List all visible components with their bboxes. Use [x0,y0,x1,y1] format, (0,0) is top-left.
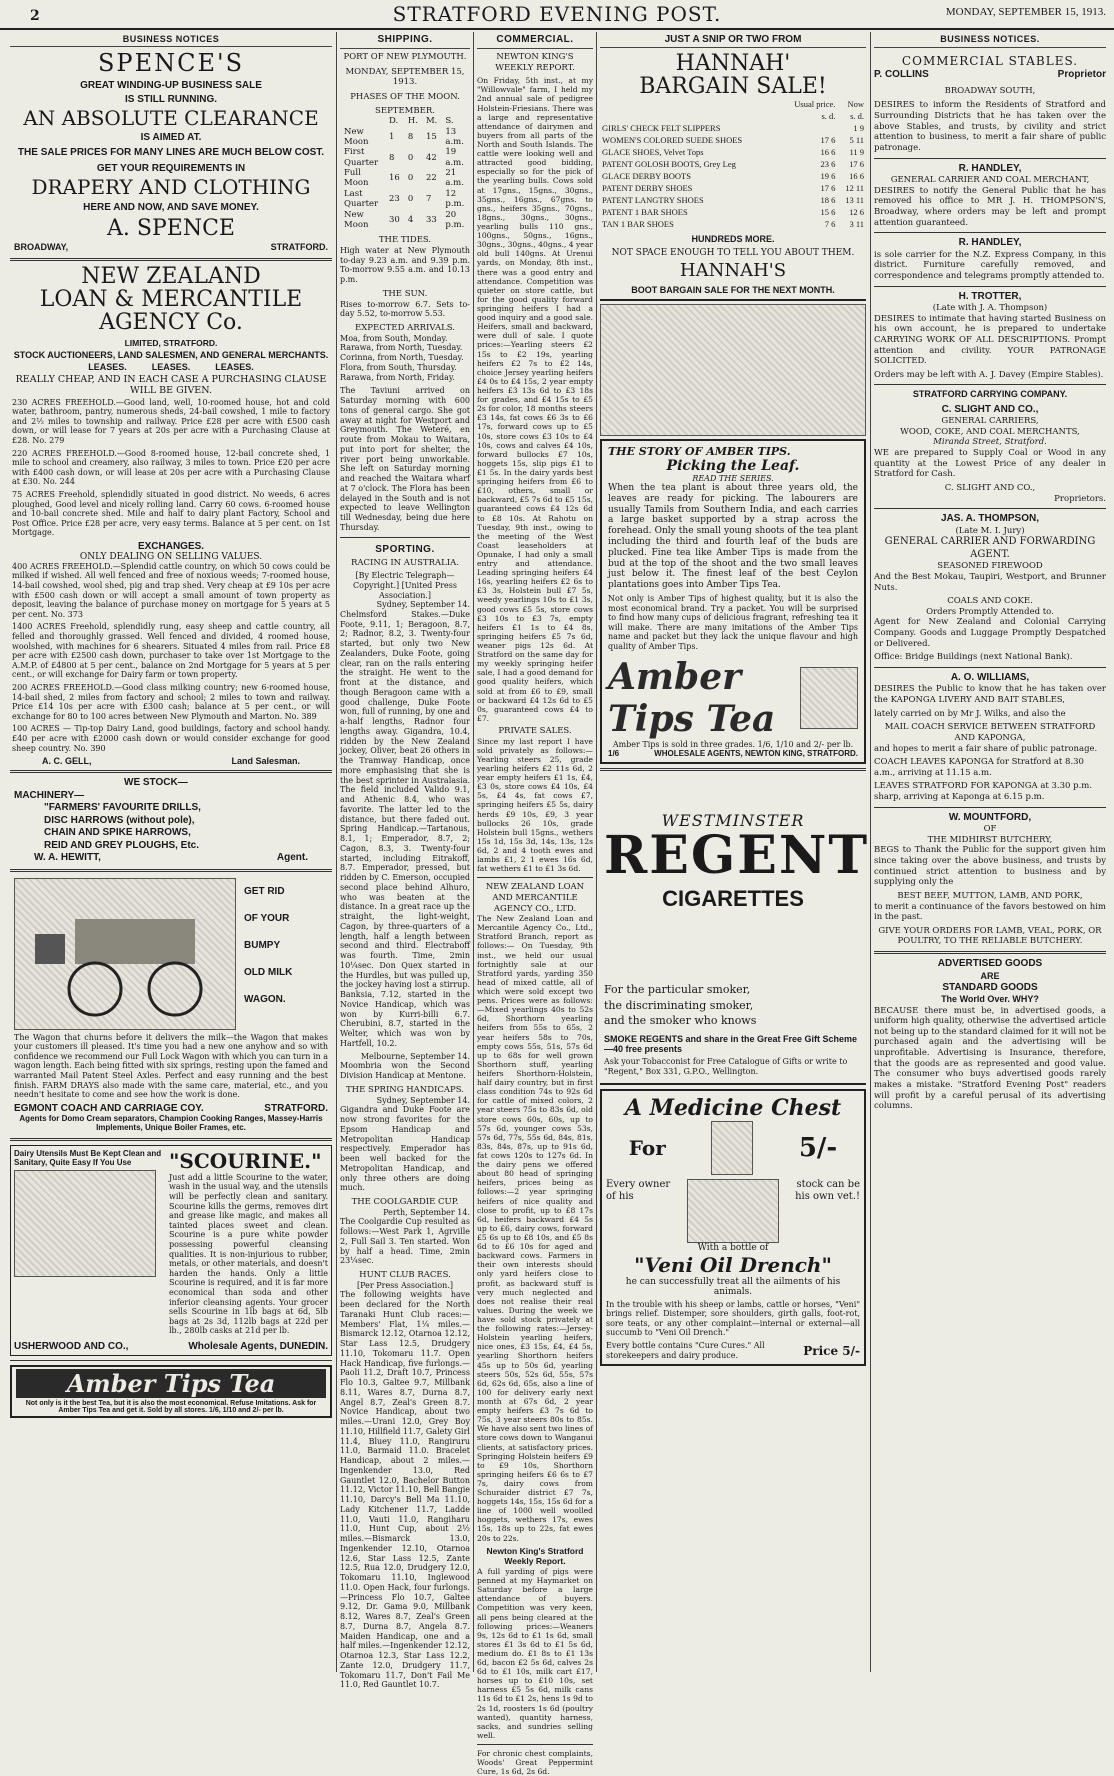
milk-wagon-illustration [14,878,236,1030]
thompson-agent: Agent for New Zealand and Colonial Carrying Company. Goods and Luggage Promptly Despatched or Delivered. [874,617,1106,649]
trotter-sub: (Late with J. A. Thompson) [932,303,1048,313]
amber-tips-note: Not only is it the best Tea, but it is also the most economical. Refuse Imitations. Ask for Amber Tips Tea and get it. Sold by all stores. 1/6, 1/10 and 2/- per lb. [25,1399,317,1414]
hannah-space: NOT SPACE ENOUGH TO TELL YOU ABOUT THEM. [611,248,855,259]
spence-line: GET YOUR REQUIREMENTS IN [96,163,246,175]
spence-town: STRATFORD. [270,242,328,253]
usual-price: 18 6 [820,195,836,206]
moon-cell: 0 [407,194,414,204]
egmont-advert [10,876,332,1134]
port-name: PORT OF NEW PLYMOUTH. [343,52,467,63]
amber-tips-logo: Amber Tips Tea [16,1369,326,1398]
section-header: BUSINESS NOTICES. [874,32,1106,48]
regent-tag: For the particular smoker, [604,983,751,997]
arrivals-header: EXPECTED ARRIVALS. [355,323,455,334]
item: PATENT DERBY SHOES [602,183,693,194]
nzl-cheap: REALLY CHEAP, AND IN EACH CASE A PURCHASING CLAUSE WILL BE GIVEN. [15,373,327,396]
telegraph-note: [By Electric Telegraph—Copyright.] [United Press Association.] [353,571,457,600]
dairy-utensils-illustration [14,1170,156,1277]
moon-cell: 8 [407,131,414,142]
handley-body: DESIRES to notify the General Public that he has removed his office to MR J. H. THOMPSON'S, Broadway, where orders may be left and prompt attention guaranteed. [874,185,1106,228]
peppermint-notice: For chronic chest complaints, Woods' Great Peppermint Cure, 1s 6d, 2s 6d. [477,1749,593,1776]
arrival-item: Rarawa, from North, Friday. [340,372,455,382]
dateline: Melbourne, September 14. [360,1051,470,1061]
sun-body: Rises to-morrow 6.7. Sets to-day 5.52, to-morrow 5.53. [340,299,470,319]
moon-cell: First Quarter [344,147,379,168]
hewitt-line: "FARMERS' FAVOURITE DRILLS, [44,802,201,814]
column-rule [870,32,871,1672]
racing-header: RACING IN AUSTRALIA. [350,557,459,568]
usual-price: 19 6 [820,171,836,182]
veni-headline: A Medicine Chest [624,1094,842,1121]
nzl-listing: 1400 ACRES Freehold, splendidly rung, easy sheep and cattle country, all felled and thoroughly grassed. Well fenced and divided, 4 roomed house, woolshed, with machines for 6 shearers. Situated 4 miles from rail. Price £8 per acre with £2500 cash down, purchaser to take over 1st Mortgage to the A.M.P. of £4800 at 5 per cent., balance on 2nd Mortgage for 5 years at 5 per cent., or will exchange for Dairy farm or town property. [12,622,330,680]
usual-price: 16 6 [820,147,836,158]
thompson-body: GENERAL CARRIER AND FORWARDING AGENT. [884,536,1096,560]
regent-scheme: SMOKE REGENTS and share in the Great Free Gift Scheme—40 free presents [604,1034,858,1055]
now-price: 11 9 [849,147,864,158]
racing-body: Moombria won the Second Division Handicap at Mentone. [340,1061,470,1081]
veni-advert [600,1089,866,1367]
col-head: s. d. [850,111,864,122]
nzl-only: ONLY DEALING ON SELLING VALUES. [79,551,263,562]
column-5 [874,32,1106,1672]
carrying-header: STRATFORD CARRYING COMPANY. [912,389,1068,400]
mountford-of: OF [983,824,997,835]
racing-body: Chelmsford Stakes.—Duke Foote, 9.11, 1; Beragoon, 8.7, 2; Radnor, 8.2, 3. Twenty-four started, but only two New Zealanders, Duke Foote, going clear, ran on the rails entering the straight. He went to the front at the distance, and though Beragoon came with a good challenge, Duke Foote won, full of running, by one and a-half lengths, Radnor four lengths away. Gigandra, 10.4, ridden by the New Zealand jockey, Oliver, beat 26 others in the Tramway Handicap, once more emphasising that she is the best sprinter in Australasia. The field included Valido 9.1, and Athenic 8.4, who was favorite. The latter led to the distance, but there faded out. Spring Handicap.—Tartanous, 8.1, 1; Emperador, 8.7, 2; Cagon, 8.3, 3. Twenty-four started, including Eitrakoff, 8.7. Emperador, pressed, but ridden by C. Emerson, occupied second place behind Alhuro, who was beaten at the distance. In a great race up the straight, the light-weight, Cagon, by three-quarters of a length, half a length between second and third. Electraboff was fourth. Time, 2min 10¼sec. Don Quex started in the Hurdles, but was pulled up, the jockey having lost a stirrup. Banksia, 7.12, started in the Novice Handicap, which was won by Kurri-billi 6.7. Cherubini, 8.7, started in the Welter, which was won by Hartfell, 10.2. [340,609,470,1048]
moon-row [340,189,470,210]
usual-price: 7 6 [824,219,836,230]
amber-story-advert [600,439,866,764]
bottle-illustration [711,1121,753,1175]
wagon-icon [15,879,235,1029]
stables-role: Proprietor [1057,69,1106,81]
column-2 [340,32,470,1690]
thompson-header: JAS. A. THOMPSON, [941,513,1039,525]
handley-header: R. HANDLEY, [958,162,1022,174]
moon-cell: 42 [425,152,437,163]
regent-brand: REGENT [604,825,870,887]
moon-cell: 1 [389,131,395,142]
moon-cell: 20 p.m. [445,209,465,230]
williams-body: and hopes to merit a fair share of public patronage. [874,743,1098,754]
egmont-name: EGMONT COACH AND CARRIAGE COY. [14,1102,204,1114]
report-body: A full yarding of pigs were penned at my Haymarket on Saturday before a large attendance of buyers. Competition was very keen, all pens being cleared at the following prices:—Weaners 9s, 12s 6d to £1 1s 6d, small stores £1 3s 6d to £1 5s 6d, medium do. £1 8s to £1 13s 6d, bacon £2 5s 6d, calves 2s 6d to £1 10s, milk cart £17, horses up to £10 10s, set harness £5 5s 6d, milk cans 11s 6d to £1 2s, hens 1s 9d to 2s 1d, roosters 1s 6d (poultry wanted), quantity harness, sacks, and sundries selling well. [477,1566,593,1740]
item: PATENT 1 BAR SHOES [602,207,688,218]
veni-vet: stock can be his own vet.! [795,1178,860,1202]
hewitt-agent: Agent. [276,852,308,864]
tides-body: High water at New Plymouth to-day 9.23 a.m. and 9.39 p.m. To-morrow 9.55 a.m. and 10.13 p.m. [340,245,470,285]
column-rule [596,32,597,1672]
now-price: 12 6 [849,207,864,218]
mountford-orders: GIVE YOUR ORDERS FOR LAMB, VEAL, PORK, OR POULTRY, TO THE RELIABLE BUTCHERY. [878,925,1102,947]
hunt-header: HUNT CLUB RACES. [359,1270,451,1281]
veni-for: For [628,1135,666,1160]
item: PATENT LANGTRY SHOES [602,195,704,206]
tides-header: THE TIDES. [378,235,432,246]
amber-story-title: THE STORY OF AMBER TIPS. [608,445,791,459]
amber-story-body: Not only is Amber Tips of highest quality, but it is also the most economical brand. Try a packet. You will be surprised to find how many cups of delicious fragrant, refreshing tea it will make. There are many imitations of the Amber Tips name and packet but they lack the unique flavour and high quality of Amber Tips. [608,594,858,652]
mountford-body: BEGS to Thank the Public for the support given him since taking over the above business, and trusts by continued strict attention to business and by supplying only the [874,845,1106,888]
coolgardie-header: THE COOLGARDIE CUP. [351,1197,459,1208]
hewitt-advert [10,777,332,865]
veni-price-label: Price 5/- [803,1343,860,1358]
moon-cell: 22 [425,173,437,184]
stables-address: BROADWAY SOUTH, [944,85,1036,96]
moon-cell: 33 [425,214,437,225]
moon-cell: 8 [389,152,395,163]
now-price: 13 11 [845,195,864,206]
column-rule [473,32,474,1672]
report-header: Newton King's Stratford Weekly Report. [486,1545,584,1567]
nzl-subtitle: STOCK AUCTIONEERS, LAND SALESMEN, AND GENERAL MERCHANTS. [13,349,329,360]
spence-line: HERE AND NOW, AND SAVE MONEY. [83,202,259,214]
moon-cell: Full Moon [344,168,369,189]
coolgardie-body: The Coolgardie Cup resulted as follows:—West Park 1, Agrville 2, Full Sail 3. Ten started. Won by half a head. Time, 2min 23¼sec. [340,1217,470,1266]
nzl-exchanges: EXCHANGES. [137,540,205,552]
item: GLACE SHOES, Velvet Tops [602,147,704,158]
moon-cell: 4 [407,214,414,225]
moon-cell: 23 [389,194,400,204]
moon-cell: 7 [425,194,432,204]
nzl-title: AGENCY Co. [99,310,243,336]
arrival-item: Moa, from South, Monday. [340,333,448,343]
moon-cell: 21 a.m. [445,168,464,189]
spence-name: SPENCE'S [97,49,245,77]
egmont-line: BUMPY [244,939,281,951]
moon-col-head: D. [389,116,399,127]
williams-timetable: LEAVES STRATFORD FOR KAPONGA at 3.30 p.m. sharp, arriving at Kaponga at 6.15 p.m. [874,781,1093,802]
nzl-signature: A. C. GELL, [42,756,92,767]
moon-cell: 0 [407,152,414,163]
moon-col-head: M. [425,116,438,127]
handley-header: R. HANDLEY, [958,237,1022,249]
report-body: The New Zealand Loan and Mercantile Agency Co., Ltd., Stratford Branch, report as follows:— On Tuesday, 9th inst., we held our usual fortnightly sale at our Stratford yards, yarding 350 head of mixed cattle, all of which were sold except two pens. Prices were as follows:—Mixed yearlings 40s to 52s 6d, Shorthorn yearling heifers from 55s to 65s, 2 year heifers 58s to 70s, empty cows 55s, 51s, 57s 6d up to 68s for well grown Shorthorn stuff, yearling heifers Shorthorn-Holstein, half dairy country, but in first class condition 74s to 92s 6d for cattle of mixed colors, 2 year steers 75s to 83s 6d, old store cows 60s, 60s, up to 57s 6d, younger cows 53s, 57s 6d, 77s, 55s 6d, 84s, 81s, 83s, 84s, 87s, up to 91s 6d, fat cows 120s to 127s 6d. In the dairy pens we offered about 80 head of springing heifers, prices being as follows:—2 year springing heifers of nice quality and close to profit, up to £8 17s 6d, heifers backward £4 5s up to £6, dairy cows, forward £5 6s up to £8 10s, and £5 8s 6d to £6 10s for aged and backward cows. Farmers in their own interests should only yard heifers close to profit, as backward stuff is very much neglected and does not realise their real values. During the week we have sold stock privately at the following rates:—Jersey-Holstein yearling heifers, nice ones, £3 15s, £4, £4 5s, yearling Shorthorn heifers 45s up to 50s 6d, yearling steers 50s, 52s 6d, 55s, 57s 6d, 62s 6d, 65s, also a line of 100 for delivery early next month at 67s 6d, 2 year empty heifers £3 7s 6d to 75s, 3 year steers 80s to 85s. We have also sent two lines of store cows down to Wanganui clients, at satisfactory prices. Springing Holstein heifers £9 to £9 10s, Shorthorn springing heifers £6 6s to £7 7s, dairy cows from Schuraider district £7 7s, hoggets 14s, 15s, 15s 6d for a line of 1000 well woolled hoggets, wethers 17s, ewes 15s, 18s up to 22s, fat ewes 20s to 22s. [477,914,593,1543]
amber-grades: Amber Tips is sold in three grades. 1/6, 1/10 and 2/- per lb. [612,739,854,749]
williams-timetable: COACH LEAVES KAPONGA for Stratford at 8.30 a.m., arriving at 11.15 a.m. [874,757,1084,778]
moon-row [340,127,470,148]
hewitt-line: CHAIN AND SPIKE HARROWS, [44,827,191,839]
now-price: 5 11 [849,135,864,146]
column-rule [336,32,337,1672]
hannah-boot: BOOT BARGAIN SALE FOR THE NEXT MONTH. [631,285,835,296]
usual-price [781,122,838,134]
item: GIRLS' CHECK FELT SLIPPERS [602,123,721,134]
egmont-line: GET RID [244,885,285,897]
hunt-body: The following weights have been declared for the North Taranaki Hunt Club races:— Members' Flat, 1¼ miles.—Bismarck 12.12, Otarnoa 12.12, Star Lass 12.5, Drudgery 11.10, Tokomaru 11.7. Open Hack Handicap, five furlongs.—Paoli 11.2, Draft 10.7, Princess Flo 10.3, Galtee 9.7, Millbank 8.11, Wares 8.7, Durna 8.7, Angel 8.7, Zeal's Green 8.7. Novice Handicap, about two miles.—Urani 12.0, Grey Boy 11.10, Hillfield 11.7, Galety Girl 11.4, Bluey 11.0, Rangiruru 11.0, Barmaid 11.0. Bracelet Handicap, about 2 miles.—Ingenkender 13.0, Red Gauntlet 12.0, Bachelor Button 11.12, Victor 11.10, Bell Bangie 11.10, Darcy's Bell Ma 11.10, Lady Kitchener 11.7, Ladde 11.0, Vauti 11.0, Rangiharu 11.0, Hunt Cup, about 2½ miles.—Bismarck 13.0, Ingenkender 12.10, Otarnoa 12.6, Star Lass 12.5, Zante 12.5, Rua 12.0, Drudgery 12.0, Tokomaru 11.10, Inglewood 11.0. Open Hack, four furlongs.—Princess Flo 10.7, Galtee 9.12, Dr. Gama 9.0, Millbank 8.12, Wares 8.7, Zeal's Green 8.7, Durna 8.7, Angela 8.7. Maiden Handicap, one and a half miles.—Ingenkender 12.12, Otarnoa 12.3, Star Lass 12.2, Zante 12.0, Drudgery 11.7, Tokomaru 11.7, Don't Fail Me 11.0, Red Gauntlet 10.7. [340,1290,470,1690]
column-3 [477,32,594,1776]
scourine-agent: USHERWOOD AND CO., [14,1340,129,1352]
arrival-item: Corinna, from North, Tuesday. [340,353,464,363]
hewitt-line: REID AND GREY PLOUGHS, Etc. [44,839,200,851]
section-header: BUSINESS NOTICES [10,32,332,47]
spring-body: Gigandra and Duke Foote are now strong favorites for the Epsom Handicap and Metropolitan Handicap respectively. Emperador has been well backed for the Metropolitan Handicap, and only three others are doing much. [340,1105,470,1193]
scourine-place: Wholesale Agents, DUNEDIN. [188,1340,328,1352]
moon-month: SEPTEMBER. [375,105,435,116]
hannah-name: HANNAH' [675,51,791,76]
commercial-header: COMMERCIAL. [477,32,593,49]
tea-packet-illustration [800,667,858,729]
hannah-more: HUNDREDS MORE. [691,234,775,245]
nzl-listing: 220 ACRES FREEHOLD.—Good 8-roomed house, 12-bail concrete shed, 1 mile to school and creamery, also railway, 3 miles to town. Price £20 per acre with £400 cash down, or will lease at 20s per acre with a Purchasing Clause at £30. No. 244 [12,448,330,487]
report-body: On Friday, 5th inst., at my "Willowvale" farm, I held my 2nd annual sale of pedigree Holstein-Friesians. There was a large and representative attendance of dairymen and buyers from all parts of the North and South Islands. The cattle were looking well and attracted good bidding, especially so for the pick of the yearling bulls. Cows sold at 17gns., 15gns., 30gns., 35gns., 16gns., 67gns. to gns., heifers 35gns., 70gns., 18gns., 30gns., 30gns., yearling bulls 110 gns., 100gns., 50gns., 16gns., 30gns., 30gns., 40gns., 4 year old bull 140gns. At Urenui yards, on Monday, 8th inst., there was a good entry and attendance. Competition was quieter on store cattle, but for the good quality forward springing heifers I had a good inquiry and a good sale. Heifers, small and backward, were dull of sale. I quote prices:—Yearling steers £2 15s to £2 19s, yearling heifers £2 7s to £2 14s, choice Jersey yearling heifers £4 0s to £4 15s, 2 year empty heifers £3 13s 6d to £3 18s for grades, and £4 15s to £5 2s for color, 18 months steers £3 14s, fat cows £6 3s to £6 17s, forward cows up to £5 10s, store cows £3 10s to £4 10s, cows and calves £4 10s, forward bullocks £7 10s, hoggets 15s, slip pigs £1 to £1 5s. In the dairy yards best springing heifers from £6 to £10, others, small or backward, £5 7s 6d to £5 15s, guaranteed cows £4 12s 6d to £8 10s. At Rahotu on Tuesday, 9th inst., owing to the meeting of the West Coast leaseholders at Opunake, I had only a small entry and attendance. Leading springing heifers £4 16s, yearling heifers £2 6s to £3 3s, Holstein bull £7 5s, weedy yearlings 10s to £1 3s, good cows £5 5s, store cows £3 10s to £3 7s, empty heifers £1 1s to £4 8s, springing heifers £5 7s 6d, weaner pigs 12s 6d. At Stratford on the same day for my weekly springing heifer sale, I had a good demand for good quality heifers, which sold at from £6 to £9, small or backward £4 12s 6d to £5 0s, guaranteed cows £4 to £7. [477,76,594,723]
moon-col-head [340,116,385,126]
moon-cell: 30 [389,214,400,225]
advertised-header: ARE [980,970,1000,981]
moon-cell: 16 [389,173,400,184]
nzl-listing: 100 ACRES — Tip-top Dairy Land, good buildings, factory and school handy. £40 per acre with £2000 cash down or would consider exchange for good sheep country. No. 390 [12,724,330,753]
spence-line: IS AIMED AT. [140,132,202,144]
hewitt-line: MACHINERY— [14,789,85,801]
moon-row [340,147,470,168]
moon-cell: New Moon [344,126,369,148]
amber-tips-logo: Amber Tips Tea [608,655,776,740]
mountford-best: BEST BEEF, MUTTON, LAMB, AND PORK, [897,890,1083,901]
arrival-item: Rarawa, from North, Tuesday. [340,343,463,353]
col-head: Usual price. [794,99,836,110]
item: TAN 1 BAR SHOES [602,219,674,230]
egmont-body: The Wagon that churns before it delivers the milk—the Wagon that makes your customers ill pleased. It's time you had a new one anyhow and so with confidence we recommend our Full Lock Wagon with which you can turn in a wagon length. Each being fitted with six springs, resting upon the famed and warranted Mail Patent Steel Axles. Perfect and easy running and the best finish. FARM DRAYS also made with the same care, material, etc., and you needn't hesitate to come and see how the work is done. [14,1032,328,1100]
mountford-sub: THE MIDHIRST BUTCHERY, [927,834,1053,845]
scourine-body: Just add a little Scourine to the water, wash in the usual way, and the utensils will be perfectly clean and sanitary. Scourine kills the germs, removes dirt and grease like magic, and makes all tainted places sweet and clean. Scourine is a pure white powder possessing powerful cleansing qualities. It is non-injurious to rubber, metals, or other materials, and doesn't harden the hands. Only a little Scourine is required, and it is far more economical than soda and other inferior cleansing agents. Your grocer sells Scourine in 1lb bags at 6d, 5lb bags at 2s 3d, 112lb bags at 22d per lb., 280lb casks at 21d per lb. [169,1172,328,1336]
moon-table [340,116,470,230]
usual-price: 15 6 [820,207,836,218]
amber-agents: WHOLESALE AGENTS, NEWTON KING, STRATFORD. [654,749,858,759]
slight-signature: C. SLIGHT AND CO., [944,482,1036,493]
egmont-line: WAGON. [244,993,286,1005]
masthead [0,0,1114,30]
hannah-sale: BARGAIN SALE! [639,74,827,100]
sun-header: THE SUN. [382,288,428,299]
moon-cell: New Moon [344,209,369,230]
private-sales-body: Since my last report I have sold privately as follows:—Yearling steers 25, grade yearling heifers £2 11s 6d, 2 year empty heifers £1 1s, £4, £3 0s, store cows £4 10s, £4 5s, £4 4s, fat cows £7, springing heifers £5 5s, dairy herds £9 10s, £9, 3 year bullocks 26 10s, grade Holstein bull 15gns., wethers 15s 1d, 15s 3d, 14s, 13s, 12s 6d, 2 and 4 tooth ewes and lambs £1, 2 1 ewes 16s 6d, fat wethers £1 to £1 3s 6d. [477,736,593,874]
advertised-body: BECAUSE there must be, in advertised goods, a uniform high quality, otherwise the advertised article not being up to the standard claimed for it will not be purchased again and the advertising will be unprofitable. Advertising is Insurance, therefore, that the goods are as represented and good value. The consumer who buys advertised goods rarely makes a mistake. "Stratford Evening Post" readers will profit by a careful perusal of its advertising columns. [874,1005,1106,1112]
moon-cell: 0 [407,173,414,184]
spence-line: GREAT WINDING-UP BUSINESS SALE [80,80,262,92]
table-row [600,134,866,146]
shipping-header: SHIPPING. [340,32,470,49]
table-row [600,218,866,230]
item: WOMEN'S COLORED SUEDE SHOES [602,135,743,146]
nzl-leases: LEASES. LEASES. LEASES. [88,361,254,372]
now-price: 16 6 [849,171,864,182]
now-price: 3 11 [849,219,864,230]
table-row [600,122,866,134]
regent-tag: and the smoker who knows [604,1013,757,1027]
nzl-title: NEW ZEALAND [81,264,261,290]
private-sales-header: PRIVATE SALES. [498,726,572,737]
nzl-listing: 400 ACRES FREEHOLD.—Splendid cattle country, on which 50 cows could be milked if wished. All well fenced and free of noxious weeds; 7-roomed house, 14-bail cowshed, wool shed, pig and trap shed. Very cheap at £9 10s per acre with £500 cash down or will accept a small amount of town property as deposit, leaving the balance of purchase money on mortgage for 5 years at 5 per cent. No. 373 [12,561,330,619]
col-head: Now [847,99,864,110]
table-row [600,170,866,182]
table-row [600,146,866,158]
now-price: 17 6 [849,159,864,170]
veni-claim: he can successfully treat all the ailments of his animals. [625,1276,841,1297]
item: PATENT GOLOSH BOOTS, Grey Leg [602,159,736,170]
handley-sub: GENERAL CARRIER AND COAL MERCHANT, [890,175,1090,185]
moon-cell: 13 a.m. [445,126,464,148]
dateline: Sydney, September 14. [376,1095,470,1105]
moon-cell: 12 p.m. [445,188,465,210]
stables-header: COMMERCIAL STABLES. [901,54,1079,69]
hewitt-line: WE STOCK— [124,777,188,789]
now-price: 1 9 [853,123,864,134]
mountford-header: W. MOUNTFORD, [948,811,1032,823]
nzl-role: Land Salesman. [231,756,300,767]
veni-stockists: Every bottle contains "Cure Cures." All storekeepers and dairy produce. [606,1340,765,1360]
moon-cell: Last Quarter [344,188,379,210]
regent-address: Ask your Tobacconist for Free Catalogue of Gifts or write to "Regent," Box 331, G.P.O., Wellington. [604,1057,848,1076]
stables-owner: P. COLLINS [874,69,929,81]
col-head: s. d. [821,111,836,122]
amber-story-subtitle: Picking the Leaf. [666,458,800,475]
moon-col-head: S. [445,116,454,127]
slight-body: WE are prepared to Supply Coal or Wood in any quantity at the Lowest Price of any dealer in Stratford for Cash. [874,448,1106,480]
nzl-subtitle: LIMITED, STRATFORD. [124,337,218,348]
thompson-body: And the Best Mokau, Taupiri, Westport, and Brunner Nuts. [874,571,1106,593]
shipping-body: The Taviuni arrived on Saturday morning with 600 tons of general cargo. She got away at night for Westport and Greymouth. The Weteré, en route from Mokau to Waitara, put into port for shelter, the river port being unworkable. She left on Saturday morning and reached the Waitara wharf at 7 o'clock. The Flora has been delayed in the South and is not expected to leave Wellington till Wednesday, being due here Thursday. [340,386,470,532]
handley-body: is sole carrier for the N.Z. Express Company, in this district. Furniture carefully removed, and correspondence and telegrams promptly attended to. [874,249,1106,281]
moon-row [340,168,470,189]
spence-advert [10,47,332,254]
hannah-snip: JUST A SNIP OR TWO FROM [600,32,866,48]
moon-cell: 15 [425,131,437,142]
amber-tips-advert [10,1365,332,1418]
trotter-orders: Orders may be left with A. J. Davey (Empire Stables). [874,369,1104,380]
hannah-price-table [600,98,866,230]
regent-tag: the discriminating smoker, [604,998,754,1012]
advertised-header: ADVERTISED GOODS [937,958,1043,969]
williams-mail: MAIL COACH SERVICE BETWEEN STRATFORD AND KAPONGA, [884,722,1096,743]
hewitt-line: DISC HARROWS (without pole), [44,814,195,826]
amber-story-read: READ THE SERIES. [692,474,774,484]
table-row [600,158,866,170]
egmont-line: OLD MILK [244,966,293,978]
regent-cigarettes: CIGARETTES [662,886,804,912]
spence-headline: AN ABSOLUTE CLEARANCE [23,106,319,131]
veni-owner: Every owner of his [606,1178,671,1202]
mountford-body: to merit a continuance of the favors bestowed on him in the past. [874,901,1106,923]
nzl-title: LOAN & MERCANTILE [39,287,303,313]
slight-sub: GENERAL CARRIERS, [941,416,1039,427]
usual-price: 23 6 [820,159,836,170]
trotter-header: H. TROTTER, [958,290,1022,302]
spence-line: THE SALE PRICES FOR MANY LINES ARE MUCH BELOW COST. [17,147,325,159]
shipping-date: MONDAY, SEPTEMBER 15, 1913. [345,66,465,88]
dateline: Perth, September 14. [383,1207,470,1217]
dateline: Sydney, September 14. [376,600,470,610]
amber-story-body: When the tea plant is about three years old, the leaves are ready for picking. The labourers are usually Tamils from Southern India, and each carries a large basket supported by a strap across the forehead. Only the small young shoots of the tea plant including the third and fourth leaf of the buds are plucked. Fine tea like Amber Tips is made from the bud at the top of the shoot and the two small leaves just below it. The finest leaf of the best Ceylon plantations goes into Amber Tips Tea. [608,483,858,591]
hannah-signature: HANNAH'S [679,260,787,282]
veni-price: 5/- [798,1132,838,1163]
nzl-listing: 75 ACRES Freehold, splendidly situated in good district. No weeds, 6 acres ploughed, Good level and nicely rolling land. Carry 60 cows. 6-roomed house and 10-bail concrete shed. Mile and half to dairy plant Factory, School and Post Office. Price £28 per acre, very easy terms. Balance at 5 per cent. on 1st Mortgage. [12,489,330,538]
thompson-coal: COALS AND COKE. [947,596,1033,607]
tea-pickers-illustration [600,304,866,436]
report-header: NEW ZEALAND LOAN AND MERCANTILE AGENCY CO., LTD. [485,882,585,914]
table-row [600,182,866,194]
spence-signature: A. SPENCE [107,216,235,242]
usual-price: 17 6 [820,183,836,194]
amber-price: 1/6 [608,749,620,759]
column-4 [600,32,870,1672]
thompson-sub: (Late M. I. Jury) [955,525,1025,536]
veni-with: With a bottle of [697,1242,769,1253]
williams-body: lately carried on by Mr J. Wilks, and also the [874,708,1066,719]
spring-header: THE SPRING HANDICAPS. [346,1084,464,1095]
item: GLACE DERBY BOOTS [602,171,691,182]
hewitt-signature: W. A. HEWITT, [34,852,101,864]
usual-price: 17 6 [820,135,836,146]
page-number: 2 [30,8,40,24]
slight-address: Miranda Street, Stratford. [933,437,1047,448]
trotter-body: DESIRES to intimate that having started Business on his own account, he is prepared to undertake CARRYING WORK OF ALL DESCRIPTIONS. Prompt attention and civility. YOUR PATRONAGE SOLICITED. [874,313,1106,367]
williams-body: DESIRES the Public to know that he has taken over the KAPONGA LIVERY AND BAIT STABLES, [874,684,1106,705]
thompson-office: Office: Bridge Buildings (next National Bank). [874,652,1073,663]
stables-body: DESIRES to inform the Residents of Stratford and Surrounding Districts that he has taken over the above Stables, and trusts, by civility and strict attention to business, to merit a fair share of public patronage. [874,100,1106,153]
advertised-header: The World Over. WHY? [941,994,1039,1005]
slight-role: Proprietors. [1054,493,1106,504]
regent-westminster: WESTMINSTER [661,811,805,831]
report-header: NEWTON KING'S WEEKLY REPORT. [495,52,575,73]
spence-address: BROADWAY, [14,242,69,253]
regent-advert [600,811,870,1084]
arrival-item: Flora, from South, Thursday. [340,362,457,372]
scourine-advert [10,1145,332,1356]
scourine-title: "SCOURINE." [169,1148,322,1173]
egmont-line: OF YOUR [244,912,290,924]
spence-headline: DRAPERY AND CLOTHING [31,175,311,200]
slight-name: C. SLIGHT AND CO., [941,403,1039,415]
table-row [600,194,866,206]
veterinary-illustration [687,1179,779,1243]
spence-line: IS STILL RUNNING. [124,94,218,106]
column-1 [10,32,332,1672]
table-row [600,206,866,218]
slight-sub: WOOD, COKE, AND COAL MERCHANTS, [900,426,1080,437]
nzl-advert [10,265,332,766]
thompson-orders: Orders Promptly Attended to. [926,606,1054,617]
moon-col-head: H. [407,116,418,127]
thompson-firewood: SEASONED FIREWOOD [937,561,1043,572]
newspaper-title: STRATFORD EVENING POST. [392,2,722,26]
veni-body: In the trouble with his sheep or lambs, cattle or horses, "Veni" brings relief. Distemper, sore shoulders, girth galls, foot-rot, sore teats, or any other complaint—internal or external—all succumb to "Veni Oil Drench." [606,1299,860,1338]
moon-cell: 19 a.m. [445,147,464,168]
moon-row [340,210,470,231]
moon-header: PHASES OF THE MOON. [350,92,460,103]
now-price: 12 11 [845,183,864,194]
press-note: [Per Press Association.] [357,1280,453,1290]
nzl-listing: 230 ACRES FREEHOLD.—Good land, well, 10-roomed house, hot and cold water, bathroom, pantry, numerous sheds, 24-bail cowshed, 1 mile to factory and 2½ miles to township and railway. Price £28 per acre with £500 cash down, or will lease for 7 years at 20s per acre with a Purchasing Clause at £28. No. 279 [12,397,330,445]
veni-drench: "Veni Oil Drench" [634,1252,832,1277]
advertised-header: STANDARD GOODS [942,981,1038,993]
sporting-header: SPORTING. [375,543,435,555]
issue-date: MONDAY, SEPTEMBER 15, 1913. [945,6,1106,18]
williams-header: A. O. WILLIAMS, [950,671,1030,683]
egmont-town: STRATFORD. [264,1102,328,1114]
scourine-intro: Dairy Utensils Must Be Kept Clean and Sanitary, Quite Easy If You Use [14,1148,162,1167]
hannah-advert [600,32,866,301]
egmont-agents: Agents for Domo Cream separators, Champion Cooking Ranges, Massey-Harris Implements, Unique Boiler Frames, etc. [19,1113,323,1132]
nzl-listing: 200 ACRES FREEHOLD.—Good class milking country; new 6-roomed house, 14-bail shed, 2 miles from factory and school; 2 miles to town and railway. Price £14 10s per acre with £300 cash; balance at 5 per cent., or will exchange for 80 to 100 acres between New Plymouth and Marton. No. 389 [12,683,330,721]
